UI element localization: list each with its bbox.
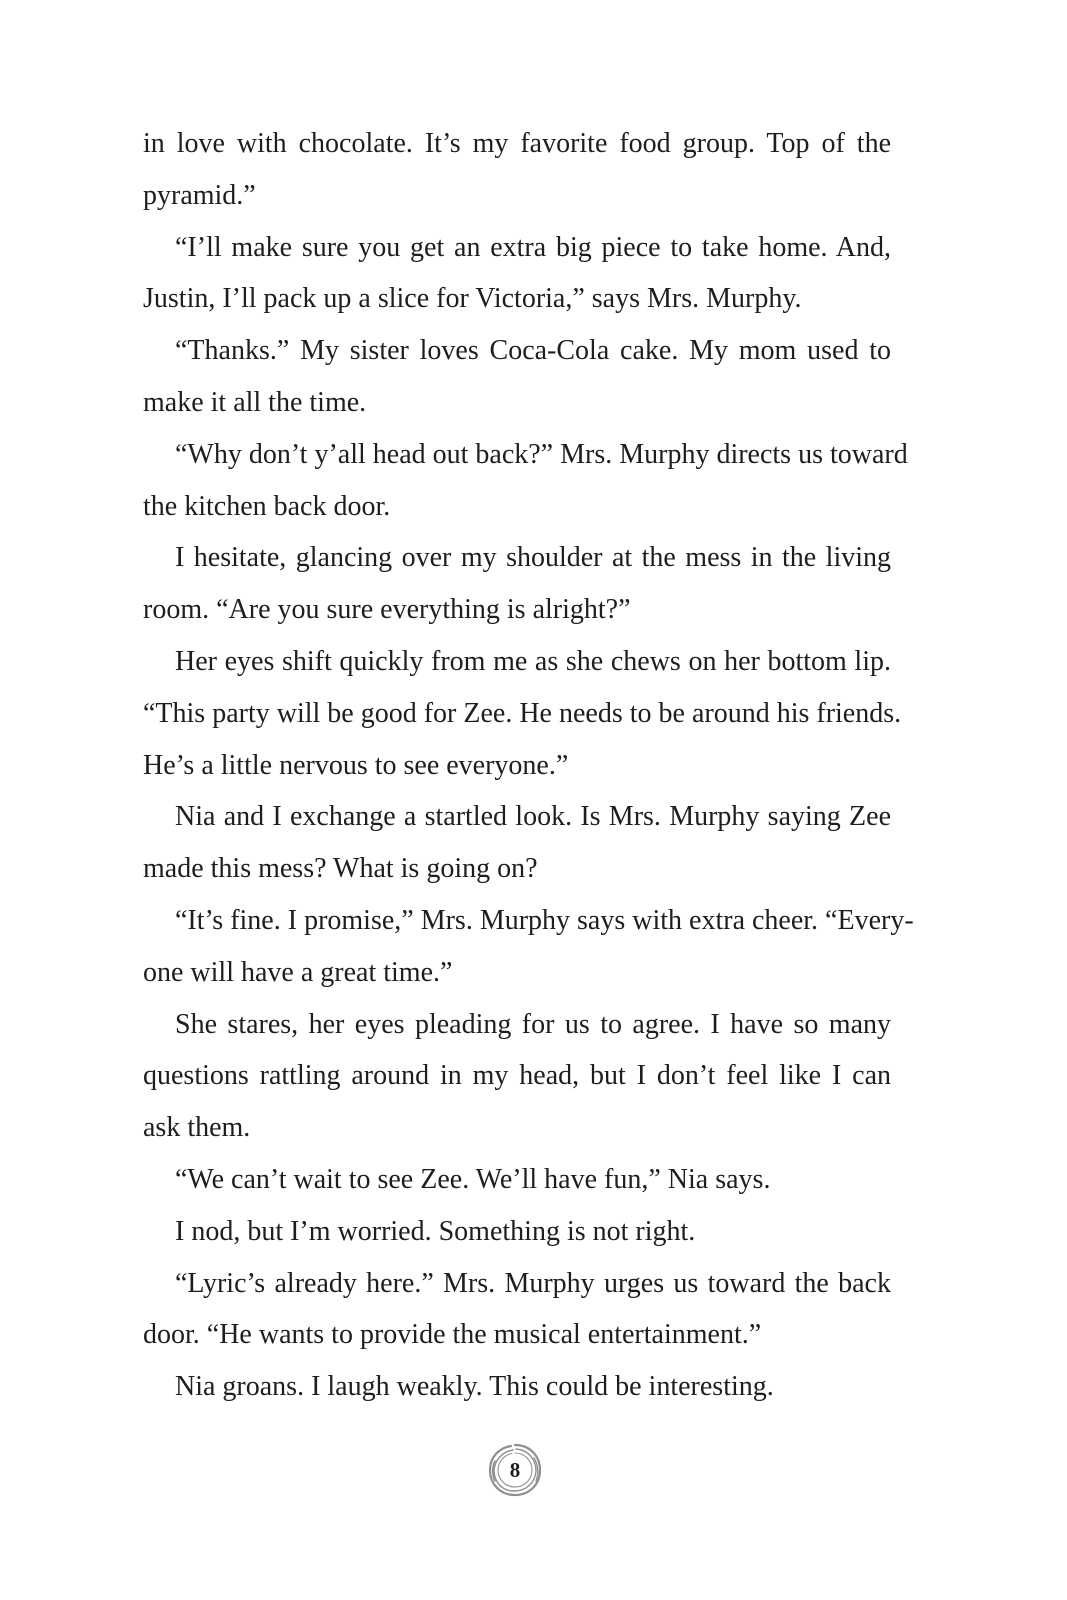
text-line: in love with chocolate. It’s my favorite food group. Top of the	[143, 128, 891, 159]
page-number-badge	[486, 1441, 544, 1499]
text-line: ask them.	[143, 1112, 251, 1144]
text-line: the kitchen back door.	[143, 490, 391, 522]
text-line: “Why don’t y’all head out back?” Mrs. Murphy directs us toward	[175, 438, 908, 470]
text-line: She stares, her eyes pleading for us to agree. I have so many	[175, 1008, 891, 1040]
text-line: Her eyes shift quickly from me as she chews on her bottom lip.	[175, 645, 891, 677]
text-line: “I’ll make sure you get an extra big piece to take home. And,	[175, 231, 891, 263]
text-line: one will have a great time.”	[143, 956, 453, 988]
text-line: “We can’t wait to see Zee. We’ll have fun,” Nia says.	[175, 1163, 771, 1195]
text-line: made this mess? What is going on?	[143, 853, 538, 885]
body-text	[143, 118, 914, 1413]
text-line: I hesitate, glancing over my shoulder at the mess in the living	[175, 542, 891, 574]
text-line: door. “He wants to provide the musical entertainment.”	[143, 1319, 762, 1351]
text-line: Justin, I’ll pack up a slice for Victoria,” says Mrs. Murphy.	[143, 283, 802, 315]
text-line: I nod, but I’m worried. Something is not right.	[175, 1215, 696, 1247]
text-line: “It’s fine. I promise,” Mrs. Murphy says with extra cheer. “Every-	[175, 904, 914, 936]
text-line: He’s a little nervous to see everyone.”	[143, 749, 569, 781]
text-line: “Lyric’s already here.” Mrs. Murphy urges us toward the back	[175, 1267, 891, 1299]
text-line: “Thanks.” My sister loves Coca-Cola cake. My mom used to	[175, 335, 891, 367]
text-line: “This party will be good for Zee. He needs to be around his friends.	[143, 697, 902, 729]
text-line: room. “Are you sure everything is alright?”	[143, 594, 631, 626]
text-line: Nia groans. I laugh weakly. This could be interesting.	[175, 1371, 774, 1403]
text-line: pyramid.”	[143, 179, 256, 211]
page-number: 8	[509, 1458, 521, 1482]
text-line: make it all the time.	[143, 386, 367, 418]
text-line: questions rattling around in my head, but I don’t feel like I can	[143, 1060, 891, 1092]
text-line: Nia and I exchange a startled look. Is Mrs. Murphy saying Zee	[175, 801, 891, 833]
